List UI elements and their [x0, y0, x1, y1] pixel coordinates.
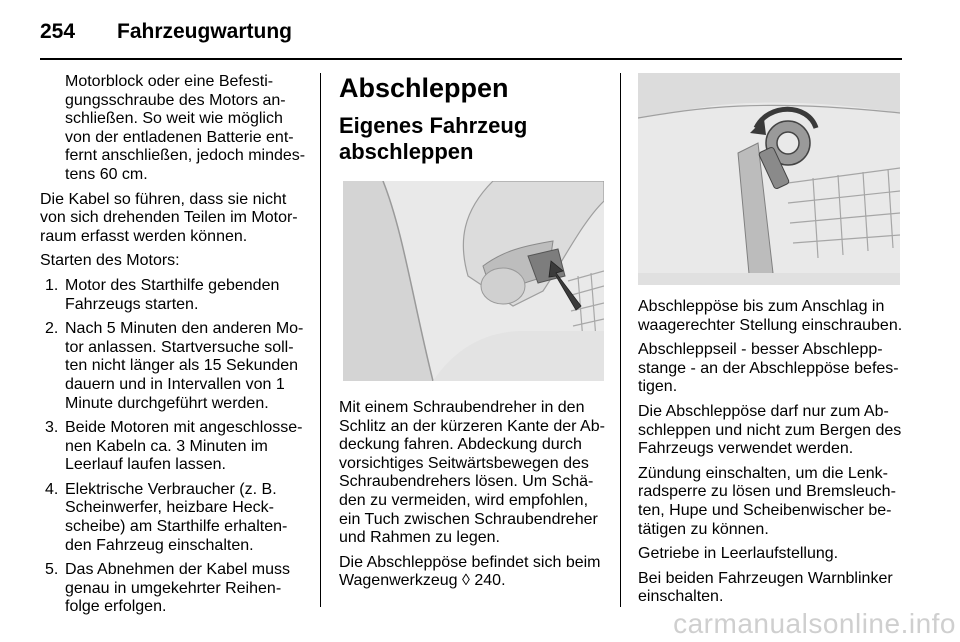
screwdriver-paragraph: Mit einem Schraubendreher in den Schlitz an der kürzeren Kante der Abdeckung fahren. Abdeckung durch vorsichtiges Seitwärtsbewegen des Schraubendrehers lösen. Um Schäden zu vermeiden, wird empfohlen, ein Tuch zwischen Schraubendreher und Rahmen zu legen. — [339, 399, 605, 547]
start-intro: Starten des Motors: — [40, 252, 180, 270]
chapter-title: Fahrzeugwartung — [117, 20, 293, 43]
neutral-gear-paragraph: Getriebe in Leerlaufstellung. — [638, 545, 839, 563]
step-text: Motor des Starthilfe gebenden Fahrzeugs starten. — [65, 276, 280, 313]
step-number: 5. — [45, 561, 59, 579]
step-text: Elektrische Verbraucher (z. B. Scheinwerfer, heizbare Heckscheibe) am Starthilfe erhaltenden Fahrzeug einschalten. — [65, 480, 288, 554]
column-right — [638, 73, 904, 613]
tow-rope-paragraph: Abschleppseil - besser Abschleppstange - an der Abschleppöse befestigen. — [638, 341, 899, 396]
step-item — [40, 277, 308, 314]
screw-in-paragraph: Abschleppöse bis zum Anschlag in waagerechter Stellung einschrauben. — [638, 298, 903, 334]
cables-paragraph: Die Kabel so führen, dass sie nicht von sich drehenden Teilen im Motorraum erfasst werden können. — [40, 190, 298, 245]
bumper-cover-illustration — [343, 181, 604, 381]
watermark-text: carmanualsonline.info — [673, 608, 956, 639]
tool-location-paragraph: Die Abschleppöse befindet sich beim Wagenwerkzeug ◊ 240. — [339, 553, 601, 590]
subsection-title: Eigenes Fahrzeug abschleppen — [339, 113, 528, 164]
column-divider-left — [320, 73, 321, 607]
page-number: 254 — [40, 20, 76, 43]
step-text: Beide Motoren mit angeschlossenen Kabeln ca. 3 Minuten im Leerlauf laufen lassen. — [65, 419, 303, 474]
steps-list — [40, 277, 308, 617]
tow-eye-usage-paragraph: Die Abschleppöse darf nur zum Abschleppen und nicht zum Bergen des Fahrzeugs verwendet werden. — [638, 402, 902, 458]
step-number: 1. — [45, 276, 59, 294]
step-text: Nach 5 Minuten den anderen Motor anlassen. Startversuche sollten nicht länger als 15 Sekunden dauern und in Intervallen von 1 Minute durchgeführt werden. — [65, 320, 304, 412]
step-item — [40, 481, 308, 555]
hazard-lights-paragraph: Bei beiden Fahrzeugen Warnblinker einschalten. — [638, 569, 893, 606]
column-divider-right — [620, 73, 621, 607]
column-left — [40, 73, 308, 623]
step-number: 3. — [45, 419, 59, 437]
step-number: 4. — [45, 480, 59, 498]
header-rule — [40, 58, 902, 60]
step-item — [40, 419, 308, 475]
continued-paragraph: Motorblock oder eine Befestigungsschraube des Motors anschließen. So weit wie möglich von der entladenen Batterie entfernt anschließen, jedoch mindestens 60 cm. — [65, 73, 306, 183]
step-item — [40, 320, 308, 413]
column-middle — [339, 73, 605, 597]
towing-eye-illustration — [638, 73, 900, 285]
ignition-paragraph: Zündung einschalten, um die Lenkradsperre zu lösen und Bremsleuchten, Hupe und Scheibenwischer betätigen zu können. — [638, 464, 896, 538]
step-number: 2. — [45, 320, 59, 338]
step-text: Das Abnehmen der Kabel muss genau in umgekehrter Reihenfolge erfolgen. — [65, 561, 291, 616]
section-title: Abschleppen — [339, 73, 509, 103]
step-item — [40, 561, 308, 617]
